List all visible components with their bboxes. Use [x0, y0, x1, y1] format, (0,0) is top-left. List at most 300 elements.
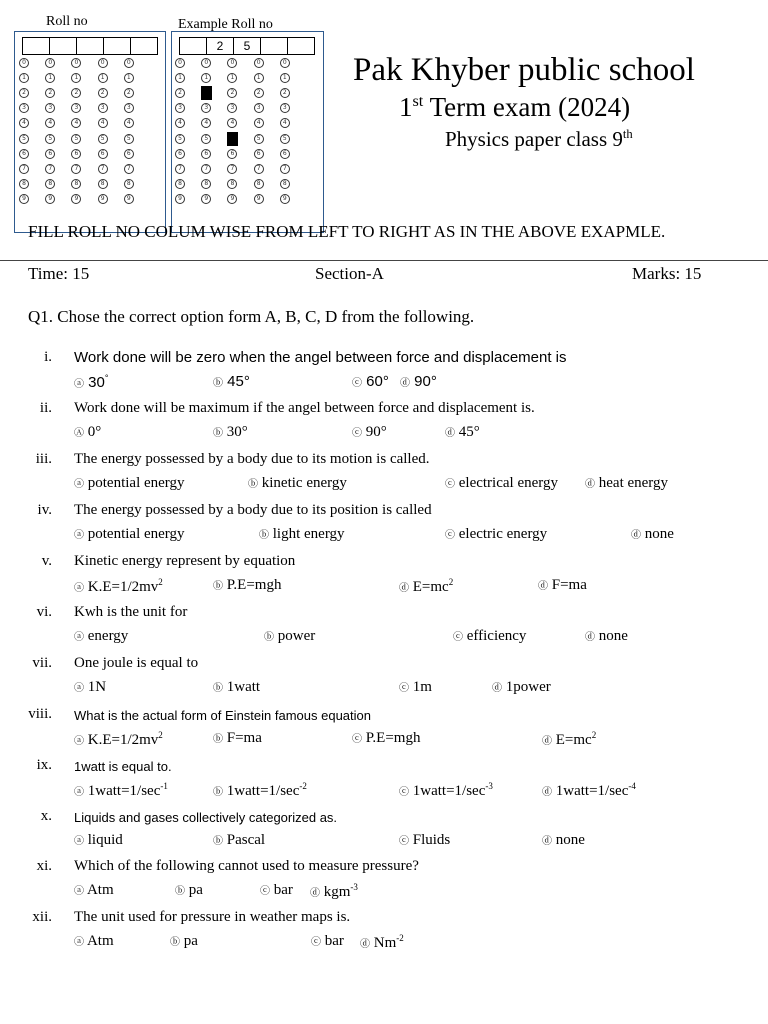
digit-circle: 5 — [254, 134, 264, 144]
option-marker-icon: ⓓ — [360, 939, 370, 950]
digit-circle: 2 — [45, 88, 55, 98]
option-2[interactable] — [213, 424, 248, 441]
digit-bubble[interactable] — [11, 134, 37, 144]
digit-circle: 9 — [175, 194, 185, 204]
question-number: iii. — [35, 451, 52, 467]
question-text: The energy possessed by a body due to its motion is called. — [74, 451, 430, 467]
digit-circle: 9 — [98, 194, 108, 204]
digit-bubble[interactable] — [116, 88, 142, 98]
digit-bubble — [272, 179, 298, 189]
option-text: E=mc — [412, 579, 449, 595]
digit-bubble[interactable] — [116, 164, 142, 174]
question-text: Liquids and gases collectively categorized as. — [74, 810, 338, 825]
option-3[interactable] — [352, 730, 420, 747]
section-label: Section-A — [315, 264, 384, 283]
option-text: 30 — [88, 374, 105, 391]
option-3[interactable] — [445, 475, 558, 492]
digit-bubble[interactable] — [11, 103, 37, 113]
digit-circle: 4 — [98, 118, 108, 128]
option-text: Pascal — [226, 832, 266, 848]
option-marker-icon: ⓒ — [445, 530, 455, 541]
digit-bubble[interactable] — [90, 118, 116, 128]
option-marker-icon: ⓒ — [453, 632, 463, 643]
digit-circle: 3 — [201, 103, 211, 113]
digit-circle: 9 — [227, 194, 237, 204]
roll-cell[interactable] — [77, 38, 104, 54]
option-4[interactable] — [585, 475, 668, 492]
digit-circle: 1 — [227, 73, 237, 83]
digit-bubble — [219, 179, 245, 189]
digit-bubble — [193, 86, 219, 100]
question-text: Kinetic energy represent by equation — [74, 553, 296, 569]
option-1[interactable] — [74, 933, 114, 950]
option-marker-icon: ⓓ — [445, 428, 455, 439]
option-4[interactable] — [631, 526, 674, 543]
digit-circle: 1 — [254, 73, 264, 83]
digit-bubble[interactable] — [37, 58, 63, 68]
option-3[interactable] — [352, 373, 389, 390]
digit-bubble — [193, 164, 219, 174]
bubble-row — [11, 55, 142, 70]
option-superscript: -2 — [299, 781, 307, 791]
option-2[interactable] — [259, 526, 345, 543]
digit-circle: 7 — [19, 164, 29, 174]
bubble-row — [167, 131, 298, 146]
digit-bubble[interactable] — [116, 58, 142, 68]
option-marker-icon: ⓓ — [542, 787, 552, 798]
question-text: One joule is equal to — [74, 655, 199, 671]
digit-bubble[interactable] — [37, 134, 63, 144]
digit-circle: 7 — [124, 164, 134, 174]
option-3[interactable] — [260, 882, 293, 899]
option-text: 0° — [87, 424, 102, 440]
digit-bubble[interactable] — [37, 88, 63, 98]
option-2[interactable] — [213, 781, 307, 800]
question-text: What is the actual form of Einstein famous equation — [74, 708, 371, 723]
digit-bubble[interactable] — [90, 194, 116, 204]
digit-bubble[interactable] — [37, 179, 63, 189]
digit-bubble — [272, 58, 298, 68]
digit-circle: 9 — [201, 194, 211, 204]
option-marker-icon: ⓐ — [74, 632, 84, 643]
option-4[interactable] — [542, 781, 636, 800]
option-4[interactable] — [585, 628, 628, 645]
digit-bubble[interactable] — [11, 149, 37, 159]
digit-bubble[interactable] — [37, 73, 63, 83]
digit-bubble — [167, 149, 193, 159]
option-superscript: -3 — [485, 781, 493, 791]
option-marker-icon: ⓓ — [585, 632, 595, 643]
option-1[interactable] — [74, 832, 123, 849]
digit-circle: 4 — [71, 118, 81, 128]
option-text: liquid — [87, 832, 123, 848]
digit-bubble[interactable] — [63, 88, 89, 98]
digit-bubble[interactable] — [90, 58, 116, 68]
option-text: 1watt — [226, 679, 261, 695]
option-3[interactable] — [399, 832, 450, 849]
question-number: v. — [41, 553, 52, 569]
option-2[interactable] — [175, 882, 203, 899]
digit-bubble[interactable] — [90, 103, 116, 113]
question-text: Work done will be maximum if the angel between force and displacement is. — [74, 400, 535, 416]
option-marker-icon: ⓒ — [352, 734, 362, 745]
option-text: 90° — [414, 373, 437, 390]
digit-bubble[interactable] — [63, 118, 89, 128]
bubble-row — [11, 192, 142, 207]
option-text: kgm — [323, 884, 351, 900]
question-number: xi. — [36, 858, 52, 874]
digit-bubble[interactable] — [11, 194, 37, 204]
digit-bubble — [246, 134, 272, 144]
time-label: Time: 15 — [28, 264, 90, 283]
option-marker-icon: ⓑ — [213, 581, 223, 592]
digit-circle: 7 — [71, 164, 81, 174]
digit-circle: 5 — [124, 134, 134, 144]
question-text: Work done will be zero when the angel between force and displacement is — [74, 349, 567, 366]
option-4[interactable] — [310, 882, 358, 901]
option-1[interactable] — [74, 577, 163, 596]
digit-bubble[interactable] — [37, 118, 63, 128]
digit-circle: 5 — [201, 134, 211, 144]
digit-bubble[interactable] — [90, 73, 116, 83]
digit-circle: 1 — [201, 73, 211, 83]
roll-cell[interactable] — [23, 38, 50, 54]
bubble-row — [11, 146, 142, 161]
digit-bubble[interactable] — [90, 149, 116, 159]
roll-cell[interactable] — [104, 38, 131, 54]
digit-bubble — [272, 149, 298, 159]
option-1[interactable] — [74, 373, 108, 391]
digit-bubble — [167, 88, 193, 98]
digit-bubble[interactable] — [90, 179, 116, 189]
digit-bubble[interactable] — [116, 134, 142, 144]
digit-bubble[interactable] — [90, 134, 116, 144]
digit-bubble[interactable] — [11, 58, 37, 68]
option-marker-icon: ⓑ — [213, 683, 223, 694]
digit-circle: 7 — [227, 164, 237, 174]
digit-bubble — [272, 73, 298, 83]
option-1[interactable] — [74, 526, 185, 543]
option-1[interactable] — [74, 882, 114, 899]
option-4[interactable] — [360, 933, 404, 952]
option-text: pa — [183, 933, 198, 949]
option-marker-icon: ⓑ — [264, 632, 274, 643]
digit-circle: 3 — [124, 103, 134, 113]
bubble-row — [11, 131, 142, 146]
option-marker-icon: ⓓ — [538, 581, 548, 592]
digit-bubble[interactable] — [116, 194, 142, 204]
digit-circle: 0 — [71, 58, 81, 68]
option-3[interactable] — [399, 781, 493, 800]
option-marker-icon: ⓐ — [74, 787, 84, 798]
digit-circle: 4 — [124, 118, 134, 128]
option-text: F=ma — [226, 730, 262, 746]
option-marker-icon: ⓑ — [213, 787, 223, 798]
option-3[interactable] — [399, 577, 453, 596]
option-3[interactable] — [352, 424, 387, 441]
digit-circle: 3 — [71, 103, 81, 113]
digit-circle: 4 — [19, 118, 29, 128]
digit-bubble — [193, 73, 219, 83]
example-cell — [288, 38, 314, 54]
option-4[interactable] — [492, 679, 551, 696]
option-4[interactable] — [542, 730, 596, 749]
digit-circle: 6 — [254, 149, 264, 159]
digit-bubble — [167, 179, 193, 189]
option-text: 1m — [412, 679, 432, 695]
digit-bubble[interactable] — [116, 118, 142, 128]
digit-bubble[interactable] — [37, 194, 63, 204]
bubble-row — [11, 177, 142, 192]
roll-cell[interactable] — [131, 38, 157, 54]
option-2[interactable] — [213, 577, 281, 594]
digit-bubble[interactable] — [63, 194, 89, 204]
digit-bubble — [219, 103, 245, 113]
digit-circle: 1 — [19, 73, 29, 83]
roll-cell[interactable] — [50, 38, 77, 54]
option-superscript: -4 — [628, 781, 636, 791]
digit-bubble — [193, 118, 219, 128]
option-text: E=mc — [555, 732, 592, 748]
digit-bubble[interactable] — [63, 179, 89, 189]
option-2[interactable] — [170, 933, 198, 950]
option-3[interactable] — [453, 628, 526, 645]
option-2[interactable] — [213, 832, 265, 849]
digit-bubble — [193, 134, 219, 144]
option-text: light energy — [272, 526, 345, 542]
option-marker-icon: ⓓ — [492, 683, 502, 694]
digit-circle: 9 — [254, 194, 264, 204]
option-1[interactable] — [74, 679, 106, 696]
digit-circle: 3 — [98, 103, 108, 113]
option-text: F=ma — [551, 577, 587, 593]
digit-circle: 5 — [45, 134, 55, 144]
digit-circle: 3 — [19, 103, 29, 113]
option-3[interactable] — [399, 679, 432, 696]
option-1[interactable] — [74, 628, 128, 645]
digit-circle: 1 — [175, 73, 185, 83]
option-marker-icon: Ⓐ — [74, 428, 84, 439]
option-text: none — [555, 832, 585, 848]
bubble-row — [11, 85, 142, 100]
digit-bubble[interactable] — [63, 103, 89, 113]
digit-circle: 0 — [280, 58, 290, 68]
option-marker-icon: ⓒ — [311, 937, 321, 948]
digit-bubble — [246, 73, 272, 83]
digit-bubble[interactable] — [116, 103, 142, 113]
option-3[interactable] — [311, 933, 344, 950]
digit-circle: 7 — [201, 164, 211, 174]
digit-bubble[interactable] — [37, 149, 63, 159]
digit-circle: 5 — [71, 134, 81, 144]
digit-circle: 8 — [280, 179, 290, 189]
example-cell: 2 — [207, 38, 234, 54]
option-text: K.E=1/2mv — [87, 732, 159, 748]
question-number: i. — [44, 349, 52, 365]
option-text: none — [598, 628, 628, 644]
bubble-row — [11, 116, 142, 131]
option-marker-icon: ⓓ — [399, 583, 409, 594]
digit-circle: 6 — [280, 149, 290, 159]
digit-circle: 0 — [201, 58, 211, 68]
option-text: Nm — [373, 935, 397, 951]
option-marker-icon: ⓒ — [399, 836, 409, 847]
option-marker-icon: ⓐ — [74, 683, 84, 694]
question-number: iv. — [37, 502, 52, 518]
digit-bubble — [246, 179, 272, 189]
example-cell — [261, 38, 288, 54]
option-text: pa — [188, 882, 203, 898]
option-marker-icon: ⓑ — [213, 734, 223, 745]
option-1[interactable] — [74, 475, 185, 492]
option-text: 1watt=1/sec — [555, 783, 629, 799]
digit-bubble[interactable] — [116, 179, 142, 189]
example-roll-no-cells — [179, 37, 315, 55]
option-2[interactable] — [213, 730, 262, 747]
option-text: energy — [87, 628, 129, 644]
option-1[interactable] — [74, 730, 163, 749]
question-text: The unit used for pressure in weather maps is. — [74, 909, 351, 925]
option-superscript: -1 — [160, 781, 168, 791]
digit-bubble — [219, 164, 245, 174]
option-superscript: -3 — [350, 882, 358, 892]
bubble-row — [167, 146, 298, 161]
option-2[interactable] — [213, 679, 260, 696]
option-text: electrical energy — [458, 475, 558, 491]
digit-circle: 5 — [98, 134, 108, 144]
digit-circle: 8 — [227, 179, 237, 189]
option-marker-icon: ⓓ — [542, 736, 552, 747]
digit-circle: 8 — [98, 179, 108, 189]
digit-bubble[interactable] — [11, 118, 37, 128]
digit-circle: 9 — [71, 194, 81, 204]
digit-circle: 1 — [124, 73, 134, 83]
question-number: ii. — [39, 400, 52, 416]
option-4[interactable] — [445, 424, 480, 441]
digit-circle: 1 — [280, 73, 290, 83]
roll-no-box — [14, 31, 166, 233]
digit-bubble — [193, 194, 219, 204]
option-marker-icon: ⓑ — [170, 937, 180, 948]
filled-bubble — [227, 132, 238, 146]
digit-bubble[interactable] — [63, 164, 89, 174]
roll-no-entry-cells[interactable] — [22, 37, 158, 55]
digit-circle: 9 — [280, 194, 290, 204]
bubble-row — [167, 192, 298, 207]
digit-circle: 7 — [254, 164, 264, 174]
digit-circle: 0 — [45, 58, 55, 68]
digit-bubble[interactable] — [11, 179, 37, 189]
digit-circle: 3 — [280, 103, 290, 113]
option-marker-icon: ⓒ — [399, 787, 409, 798]
digit-bubble[interactable] — [90, 88, 116, 98]
digit-bubble[interactable] — [63, 73, 89, 83]
option-marker-icon: ⓓ — [400, 378, 410, 389]
digit-circle: 8 — [19, 179, 29, 189]
digit-bubble[interactable] — [11, 88, 37, 98]
digit-circle: 1 — [45, 73, 55, 83]
digit-bubble[interactable] — [63, 149, 89, 159]
digit-bubble — [246, 164, 272, 174]
option-text: Fluids — [412, 832, 451, 848]
digit-circle: 3 — [227, 103, 237, 113]
question-number: xii. — [32, 909, 52, 925]
digit-bubble[interactable] — [90, 164, 116, 174]
digit-bubble[interactable] — [11, 73, 37, 83]
digit-circle: 7 — [45, 164, 55, 174]
q1-heading: Q1. Chose the correct option form A, B, C, D from the following. — [28, 307, 475, 326]
option-4[interactable] — [538, 577, 587, 594]
digit-bubble[interactable] — [116, 73, 142, 83]
example-roll-no-label: Example Roll no — [178, 17, 273, 32]
option-text: electric energy — [458, 526, 548, 542]
digit-circle: 6 — [227, 149, 237, 159]
digit-bubble[interactable] — [63, 58, 89, 68]
option-4[interactable] — [542, 832, 585, 849]
option-marker-icon: ⓐ — [74, 886, 84, 897]
roll-no-bubble-grid[interactable] — [11, 55, 142, 207]
example-cell: 5 — [234, 38, 261, 54]
option-4[interactable] — [400, 373, 437, 390]
digit-bubble — [246, 103, 272, 113]
option-1[interactable] — [74, 424, 101, 441]
digit-circle: 6 — [98, 149, 108, 159]
digit-bubble[interactable] — [116, 149, 142, 159]
digit-bubble[interactable] — [37, 164, 63, 174]
bubble-row — [11, 161, 142, 176]
option-2[interactable] — [213, 373, 250, 390]
option-3[interactable] — [445, 526, 547, 543]
digit-bubble — [219, 149, 245, 159]
question-text: The energy possessed by a body due to its position is called — [74, 502, 432, 518]
digit-bubble — [193, 58, 219, 68]
option-text: 1watt=1/sec — [87, 783, 161, 799]
option-text: 1watt=1/sec — [412, 783, 486, 799]
option-marker-icon: ⓐ — [74, 530, 84, 541]
roll-no-label: Roll no — [46, 14, 88, 29]
option-text: Atm — [86, 882, 114, 898]
digit-bubble[interactable] — [37, 103, 63, 113]
question-text: Which of the following cannot used to measure pressure? — [74, 858, 419, 874]
filled-bubble — [201, 86, 212, 100]
bubble-row — [167, 161, 298, 176]
option-superscript: 2 — [158, 577, 163, 587]
option-text: 90° — [365, 424, 387, 440]
digit-circle: 5 — [19, 134, 29, 144]
digit-circle: 2 — [124, 88, 134, 98]
digit-bubble[interactable] — [63, 134, 89, 144]
option-2[interactable] — [248, 475, 347, 492]
option-text: 1watt=1/sec — [226, 783, 300, 799]
digit-bubble — [167, 118, 193, 128]
option-marker-icon: ⓒ — [399, 683, 409, 694]
option-2[interactable] — [264, 628, 315, 645]
digit-circle: 2 — [227, 88, 237, 98]
option-text: potential energy — [87, 526, 185, 542]
digit-bubble — [246, 118, 272, 128]
digit-bubble — [219, 73, 245, 83]
digit-bubble — [219, 118, 245, 128]
digit-bubble — [167, 73, 193, 83]
option-marker-icon: ⓑ — [213, 836, 223, 847]
option-text: bar — [324, 933, 344, 949]
digit-bubble[interactable] — [11, 164, 37, 174]
divider — [0, 260, 768, 261]
option-marker-icon: ⓑ — [213, 428, 223, 439]
option-text: kinetic energy — [261, 475, 347, 491]
digit-circle: 3 — [45, 103, 55, 113]
option-1[interactable] — [74, 781, 168, 800]
